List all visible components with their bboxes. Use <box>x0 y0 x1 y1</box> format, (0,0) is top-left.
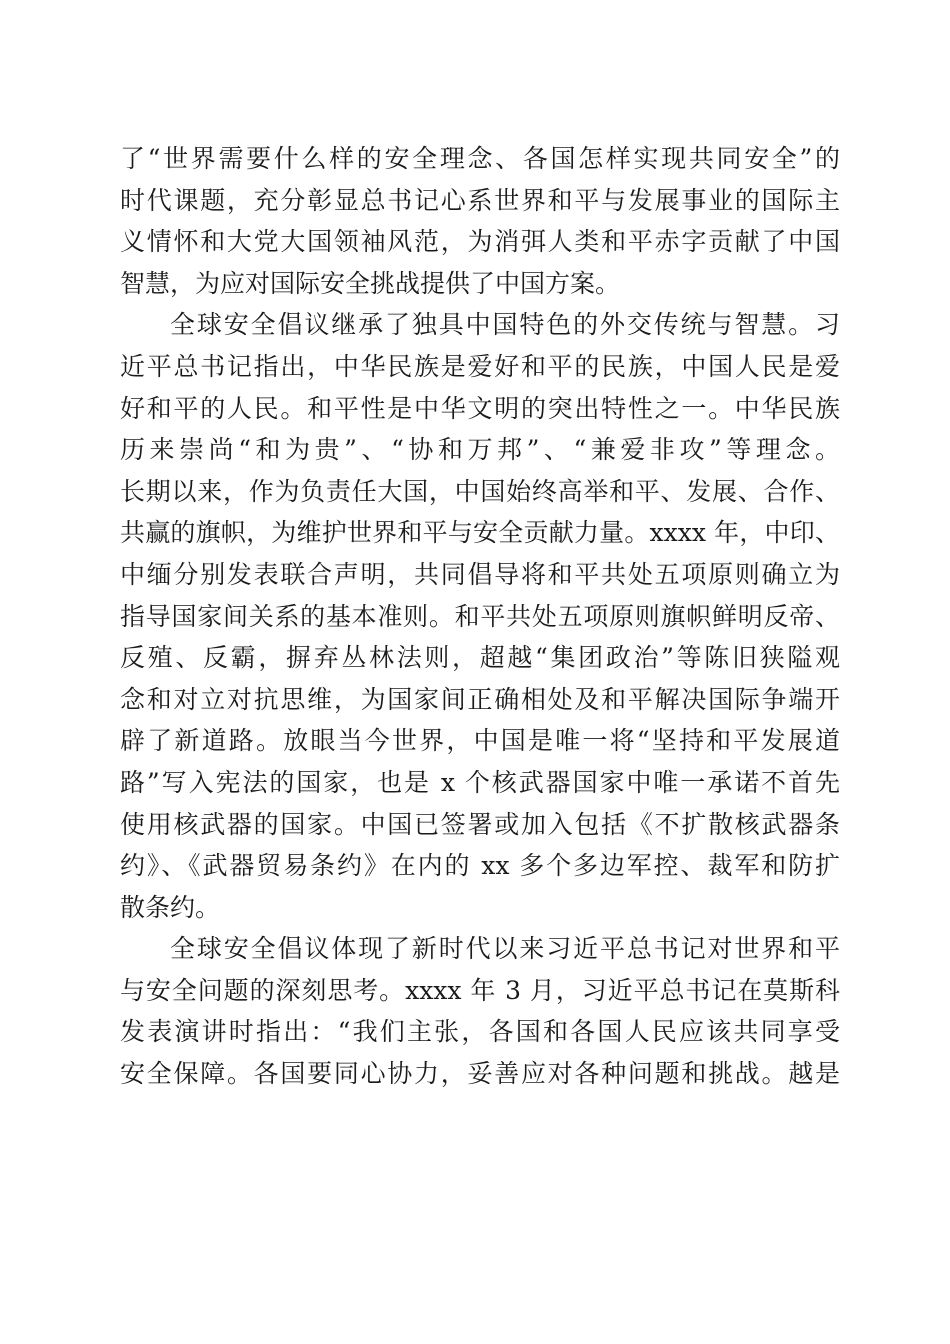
text-line: 散条约。 <box>120 892 221 922</box>
text-line: 辟了新道路。放眼当今世界，中国是唯一将“坚持和平发展道 <box>120 726 840 756</box>
text-line: 智慧，为应对国际安全挑战提供了中国方案。 <box>120 268 621 298</box>
text-line: 路”写入宪法的国家，也是 x 个核武器国家中唯一承诺不首先 <box>120 767 840 797</box>
text-line: 反殖、反霸，摒弃丛林法则，超越“集团政治”等陈旧狭隘观 <box>120 643 840 673</box>
text-line: 与安全问题的深刻思考。xxxx 年 3 月，习近平总书记在莫斯科 <box>120 975 840 1005</box>
text-line: 好和平的人民。和平性是中华文明的突出特性之一。中华民族 <box>120 393 840 423</box>
text-line: 安全保障。各国要同心协力，妥善应对各种问题和挑战。越是 <box>120 1059 840 1089</box>
text-line: 念和对立对抗思维，为国家间正确相处及和平解决国际争端开 <box>120 684 840 714</box>
text-line: 长期以来，作为负责任大国，中国始终高举和平、发展、合作、 <box>120 476 840 506</box>
text-line: 近平总书记指出，中华民族是爱好和平的民族，中国人民是爱 <box>120 351 840 381</box>
text-line: 共赢的旗帜，为维护世界和平与安全贡献力量。xxxx 年，中印、 <box>120 518 840 548</box>
text-line: 时代课题，充分彰显总书记心系世界和平与发展事业的国际主 <box>120 185 840 215</box>
text-line: 义情怀和大党大国领袖风范，为消弭人类和平赤字贡献了中国 <box>120 227 840 257</box>
body-text <box>120 138 840 1095</box>
text-line: 了“世界需要什么样的安全理念、各国怎样实现共同安全”的 <box>120 144 840 173</box>
text-line: 历来崇尚“和为贵”、“协和万邦”、“兼爱非攻”等理念。 <box>120 435 840 465</box>
text-line: 约》、《武器贸易条约》在内的 xx 多个多边军控、裁军和防扩 <box>120 851 840 881</box>
text-line: 指导国家间关系的基本准则。和平共处五项原则旗帜鲜明反帝、 <box>120 601 840 631</box>
text-line: 全球安全倡议体现了新时代以来习近平总书记对世界和平 <box>170 934 840 964</box>
text-line: 使用核武器的国家。中国已签署或加入包括《不扩散核武器条 <box>120 809 840 839</box>
text-line: 全球安全倡议继承了独具中国特色的外交传统与智慧。习 <box>170 310 840 340</box>
text-line: 中缅分别发表联合声明，共同倡导将和平共处五项原则确立为 <box>120 559 840 589</box>
text-line: 发表演讲时指出：“我们主张，各国和各国人民应该共同享受 <box>120 1017 840 1047</box>
